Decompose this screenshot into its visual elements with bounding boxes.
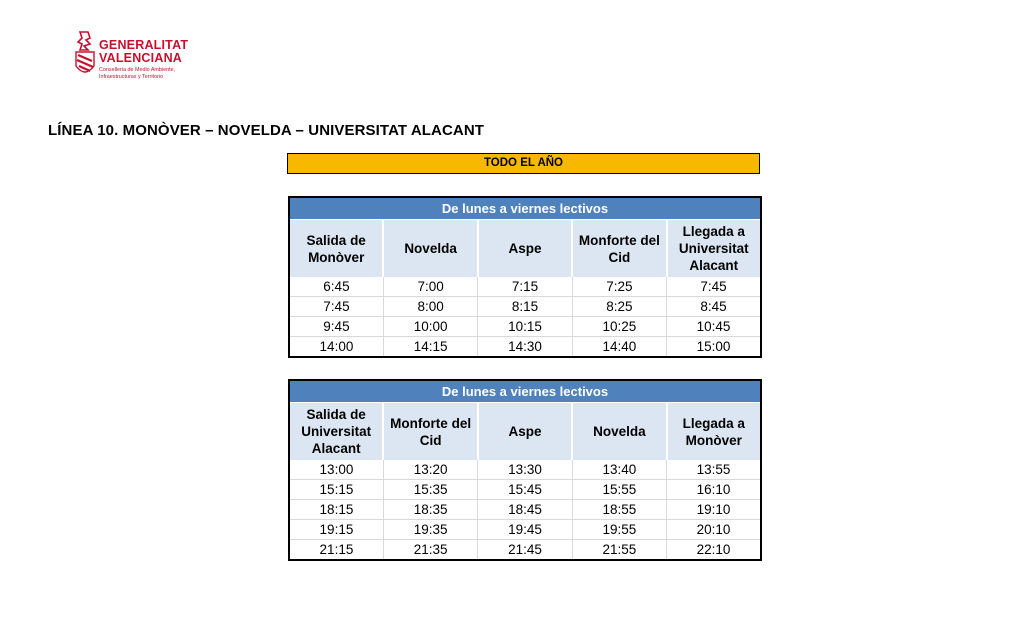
time-cell: 19:35 xyxy=(383,520,477,540)
time-cell: 19:15 xyxy=(289,520,383,540)
time-cell: 21:45 xyxy=(478,540,572,561)
time-cell: 15:00 xyxy=(667,337,761,358)
logo-subtitle-line-1: Conselleria de Medio Ambiente, xyxy=(99,67,176,73)
time-cell: 8:45 xyxy=(667,297,761,317)
time-cell: 22:10 xyxy=(667,540,761,561)
time-cell: 15:35 xyxy=(383,480,477,500)
time-cell: 14:40 xyxy=(572,337,666,358)
time-cell: 15:45 xyxy=(478,480,572,500)
table-caption: De lunes a viernes lectivos xyxy=(289,197,761,220)
time-cell: 9:45 xyxy=(289,317,383,337)
column-header: Aspe xyxy=(478,403,572,461)
column-header: Monforte del Cid xyxy=(383,403,477,461)
time-cell: 16:10 xyxy=(667,480,761,500)
page-title: LÍNEA 10. MONÒVER – NOVELDA – UNIVERSITAT ALACANT xyxy=(48,122,485,139)
time-cell: 13:00 xyxy=(289,460,383,480)
time-cell: 7:45 xyxy=(289,297,383,317)
time-cell: 13:55 xyxy=(667,460,761,480)
time-cell: 15:55 xyxy=(572,480,666,500)
time-cell: 19:10 xyxy=(667,500,761,520)
time-cell: 7:15 xyxy=(478,277,572,297)
time-cell: 7:45 xyxy=(667,277,761,297)
column-header: Aspe xyxy=(478,220,572,278)
time-cell: 10:25 xyxy=(572,317,666,337)
time-cell: 14:15 xyxy=(383,337,477,358)
time-cell: 13:20 xyxy=(383,460,477,480)
table-row xyxy=(289,460,761,480)
coat-of-arms-icon xyxy=(74,30,96,78)
logo-subtitle xyxy=(99,67,175,80)
table-row xyxy=(289,277,761,297)
time-cell: 18:55 xyxy=(572,500,666,520)
time-cell: 21:55 xyxy=(572,540,666,561)
column-header: Llegada a Universitat Alacant xyxy=(667,220,761,278)
column-header: Monforte del Cid xyxy=(572,220,666,278)
logo-line-1: GENERALITAT xyxy=(99,38,189,52)
table-row xyxy=(289,520,761,540)
table-row xyxy=(289,480,761,500)
time-cell: 10:15 xyxy=(478,317,572,337)
column-header: Salida de Monòver xyxy=(289,220,383,278)
table-row xyxy=(289,297,761,317)
column-header: Novelda xyxy=(383,220,477,278)
time-cell: 7:00 xyxy=(383,277,477,297)
table-row xyxy=(289,337,761,358)
time-cell: 19:45 xyxy=(478,520,572,540)
table-row xyxy=(289,500,761,520)
generalitat-logo xyxy=(74,30,224,86)
schedule-table-return xyxy=(288,379,762,561)
time-cell: 10:00 xyxy=(383,317,477,337)
table-row xyxy=(289,540,761,561)
time-cell: 8:15 xyxy=(478,297,572,317)
time-cell: 18:15 xyxy=(289,500,383,520)
logo-line-2: VALENCIANA xyxy=(99,51,183,65)
table-caption: De lunes a viernes lectivos xyxy=(289,380,761,403)
time-cell: 18:45 xyxy=(478,500,572,520)
time-cell: 20:10 xyxy=(667,520,761,540)
column-header: Llegada a Monòver xyxy=(667,403,761,461)
time-cell: 14:30 xyxy=(478,337,572,358)
season-banner: TODO EL AÑO xyxy=(287,153,760,174)
time-cell: 21:15 xyxy=(319,542,354,557)
time-cell: 6:45 xyxy=(289,277,383,297)
time-cell: 18:35 xyxy=(383,500,477,520)
time-cell: 19:55 xyxy=(572,520,666,540)
time-cell: 7:25 xyxy=(572,277,666,297)
time-cell: 21:35 xyxy=(383,540,477,561)
column-header: Salida de Universitat Alacant xyxy=(289,403,383,461)
logo-subtitle-line-2: Infraestructuras y Territorio xyxy=(99,73,164,80)
schedule-table-outbound xyxy=(288,196,762,358)
time-cell: 15:15 xyxy=(289,480,383,500)
time-cell: 8:25 xyxy=(572,297,666,317)
time-cell: 13:30 xyxy=(478,460,572,480)
time-cell: 8:00 xyxy=(383,297,477,317)
column-header: Novelda xyxy=(572,403,666,461)
table-row xyxy=(289,317,761,337)
time-cell: 10:45 xyxy=(667,317,761,337)
time-cell: 14:00 xyxy=(319,339,354,354)
time-cell: 13:40 xyxy=(572,460,666,480)
